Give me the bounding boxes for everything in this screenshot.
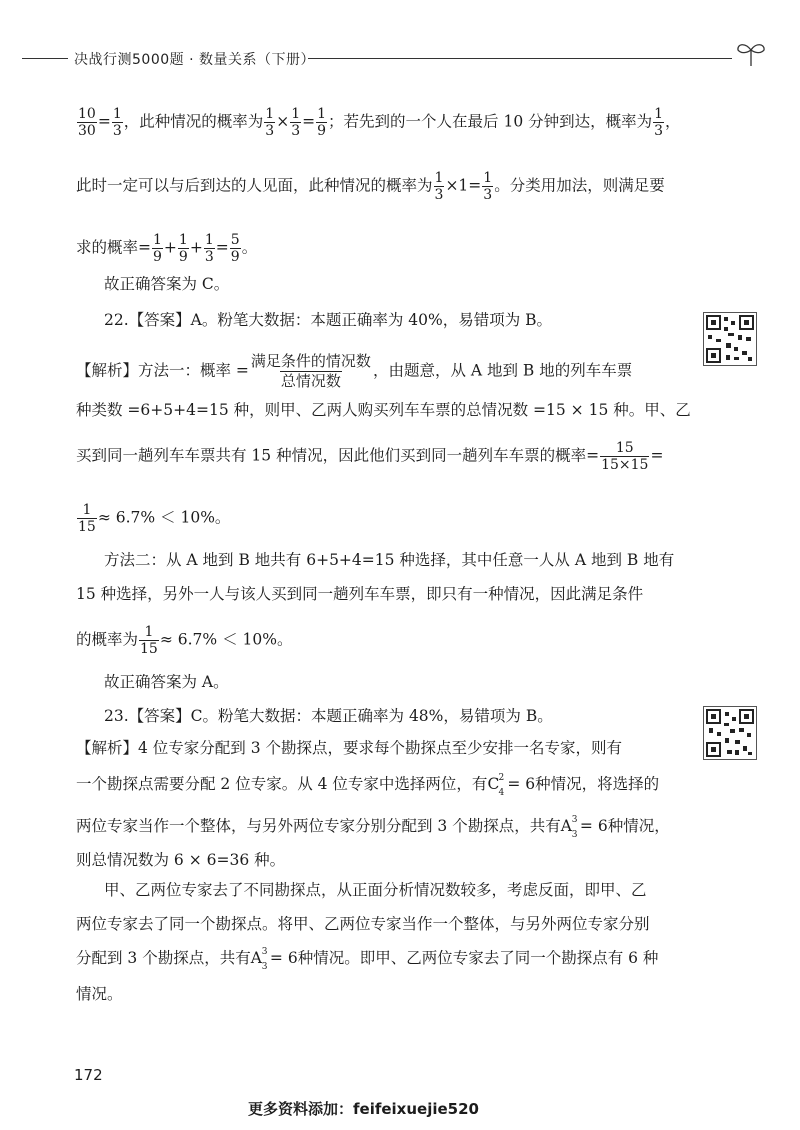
text-line-16: 一个勘探点需要分配 2 位专家。从 4 位专家中选择两位，有C 2 4 = 6种情况，将选择的 xyxy=(76,773,660,798)
text-line-9: $\frac{1}{15}$ ≈ 6.7% ＜ 10%。 xyxy=(78,502,231,535)
text-line-20: 两位专家去了同一个勘探点。将甲、乙两位专家当作一个整体，与另外两位专家分别 xyxy=(76,915,650,933)
running-header: 决战行测5000题 · 数量关系（下册） xyxy=(74,52,315,68)
text-line-6: 【解析】方法一：概率 = $\frac{\text{满足条件的情况数}}{\text{总情况数}}$ ，由题意，从 A 地到 B 地的列车车票 xyxy=(76,352,633,390)
text-line-1: $\frac{10}{30}$ = $\frac{1}{3}$ ，此种情况的概率为 $\frac{1}{3}$ × $\frac{1}{3}$ = $\frac{1}{9}$ ；若先到的一个人在最后 10 分钟到达，概率为 $\frac{1}{3}$ ， xyxy=(78,106,681,139)
answer-line-1: 故正确答案为 C。 xyxy=(104,275,230,293)
sprout-icon xyxy=(734,38,768,68)
arrangement-a-3-3: A 3 3 xyxy=(560,815,578,840)
footer-contact: 更多资料添加：feifeixuejie520 xyxy=(248,1100,479,1118)
text-line-7: 种类数 =6+5+4=15 种，则甲、乙两人购买列车车票的总情况数 =15 × 15 种。甲、乙 xyxy=(76,401,691,419)
header-rule-right xyxy=(308,58,732,59)
header-rule-left xyxy=(22,58,68,59)
text-line-19: 甲、乙两位专家去了不同勘探点，从正面分析情况数较多，考虑反面，即甲、乙 xyxy=(104,881,647,899)
answer-line-2: 故正确答案为 A。 xyxy=(104,673,229,691)
fraction-10-30: $\frac{10}{30}$ xyxy=(78,106,96,139)
text-line-8: 买到同一趟列车车票共有 15 种情况，因此他们买到同一趟列车车票的概率= $\frac{15}{15\times 15}$ = xyxy=(76,440,664,473)
arrangement-a-3-3-second: A 3 3 xyxy=(250,947,268,972)
question-23-answer: 23.【答案】C。粉笔大数据：本题正确率为 48%，易错项为 B。 xyxy=(104,707,553,725)
combination-c-4-2: C 2 4 xyxy=(487,773,505,798)
qr-code-1[interactable] xyxy=(703,312,757,366)
text-line-12: 的概率为 $\frac{1}{15}$ ≈ 6.7% ＜ 10%。 xyxy=(76,624,293,657)
text-line-3: 求的概率= $\frac{1}{9}$ + $\frac{1}{9}$ + $\frac{1}{3}$ = $\frac{5}{9}$ 。 xyxy=(76,232,258,265)
text-line-10: 方法二：从 A 地到 B 地共有 6+5+4=15 种选择，其中任意一人从 A 地到 B 地有 xyxy=(104,551,675,569)
qr-code-2[interactable] xyxy=(703,706,757,760)
text-line-11: 15 种选择，另外一人与该人买到同一趟列车车票，即只有一种情况，因此满足条件 xyxy=(76,585,644,603)
text-line-2: 此时一定可以与后到达的人见面，此种情况的概率为 $\frac{1}{3}$ ×1= $\frac{1}{3}$ 。分类用加法，则满足要 xyxy=(76,170,665,203)
text-line-22: 情况。 xyxy=(76,985,123,1003)
text-line-21: 分配到 3 个勘探点，共有A 3 3 = 6种情况。即甲、乙两位专家去了同一个勘探点有 6 种 xyxy=(76,947,659,972)
text-line-17: 两位专家当作一个整体，与另外两位专家分别分配到 3 个勘探点，共有A 3 3 = 6种情况， xyxy=(76,815,670,840)
text-line-18: 则总情况数为 6 × 6=36 种。 xyxy=(76,851,286,869)
text-line-15: 【解析】4 位专家分配到 3 个勘探点，要求每个勘探点至少安排一名专家，则有 xyxy=(76,739,623,757)
fraction-probability-definition: $\frac{\text{满足条件的情况数}}{\text{总情况数}}$ xyxy=(250,352,371,390)
page-number: 172 xyxy=(74,1066,103,1084)
question-22-answer: 22.【答案】A。粉笔大数据：本题正确率为 40%，易错项为 B。 xyxy=(104,311,553,329)
